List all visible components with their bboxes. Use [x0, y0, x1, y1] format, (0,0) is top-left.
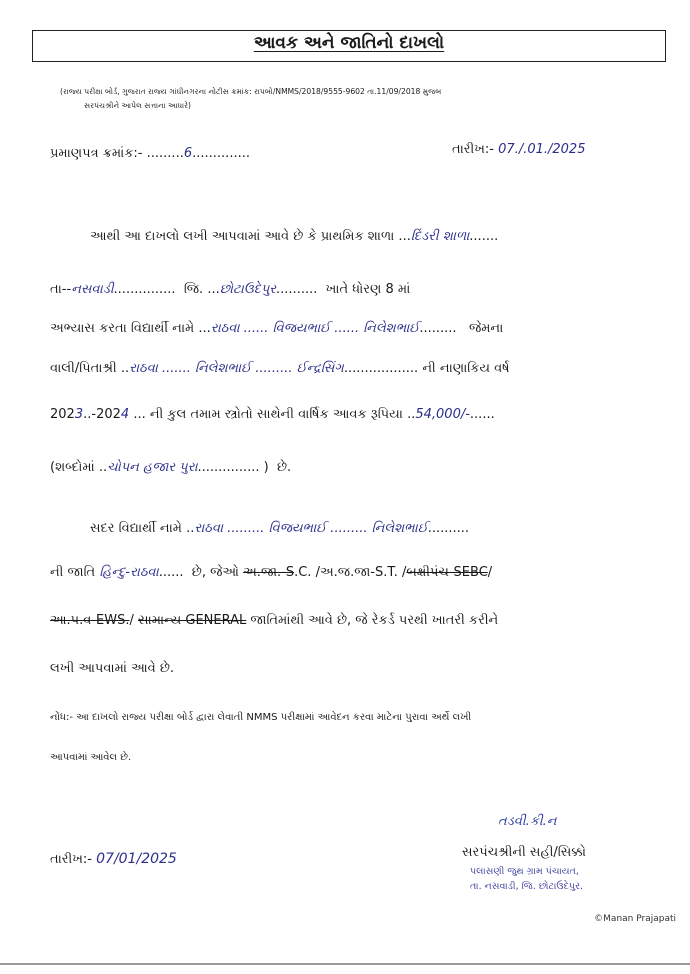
taluka-value: નસવાડી — [71, 282, 114, 297]
caste-line — [50, 565, 492, 580]
dots: ............... ) — [197, 460, 269, 475]
copyright-text: ©Manan Prajapati — [594, 914, 676, 924]
standard-text: ખાતે ધોરણ 8 માં — [325, 282, 411, 297]
panchayat-stamp — [470, 864, 583, 894]
stamp-line-1: પલાસણી જુથ ગ્રામ પંચાયત, — [470, 866, 579, 877]
year-to-digit: 4 — [120, 407, 130, 422]
dots: ......... — [146, 146, 184, 161]
taluka-line — [50, 282, 410, 297]
guardian-prefix: વાલી/પિતાશ્રી .. — [50, 361, 130, 376]
document-title: આવક અને જાતિનો દાખલો — [253, 33, 445, 53]
signature — [498, 810, 556, 829]
words-end: છે. — [276, 460, 292, 475]
certificate-number-value: 6 — [183, 146, 193, 161]
words-label: (શબ્દોમાં .. — [50, 460, 108, 475]
guardian-line — [50, 361, 510, 376]
dots: .............. — [192, 146, 250, 161]
dots: .......... — [276, 282, 318, 297]
category-separator: / — [129, 613, 134, 628]
year-from-prefix: 202 — [50, 407, 75, 422]
year-from-digit: 3 — [74, 407, 84, 422]
school-line — [90, 229, 498, 244]
dots: ............... — [113, 282, 176, 297]
dots: .......... — [427, 521, 470, 536]
category-sc-struck: અ.જા.-S — [243, 565, 295, 580]
p2-prefix: સદર વિદ્યાર્થી નામે .. — [90, 521, 195, 536]
caste-value: હિન્દુ-રાઠવા — [99, 565, 159, 580]
certificate-date-row — [452, 142, 585, 157]
dots: ...... — [158, 565, 184, 580]
title-box — [32, 30, 666, 62]
date-label: તારીખ:- — [452, 142, 494, 157]
district-value: છોટાઉદેપુર — [219, 282, 277, 297]
income-value: 54,000/- — [415, 407, 470, 422]
category-sebc-struck: બક્ષીપંચ-SEBC — [406, 565, 488, 580]
income-words: ચોપન હજાર પુરા — [107, 460, 198, 475]
jemna-text: જેમના — [468, 321, 504, 336]
p2-student-name: રાઠવા ......... વિજયભાઈ ......... નિલેશભાઈ — [194, 521, 428, 536]
footer-date-label: તારીખ:- — [50, 852, 92, 867]
dots: .................. — [343, 361, 419, 376]
student-prefix: અભ્યાસ કરતા વિદ્યાર્થી નામે ... — [50, 321, 211, 336]
note-line-2: આપવામાં આવેલ છે. — [50, 752, 132, 763]
category-sebc-end: / — [487, 565, 493, 580]
category-line — [50, 613, 498, 628]
income-words-line — [50, 460, 291, 475]
category-tail: જાતિમાંથી આવે છે, જે રેકર્ડ પરથી ખાતરી કરીને — [250, 613, 499, 628]
category-ews-struck: આ.પ.વ-EWS. — [50, 613, 130, 628]
sign-label: સરપંચશ્રીની સહી/સિક્કો — [462, 845, 586, 860]
date-value: 07./.01./2025 — [498, 142, 586, 157]
school-line-prefix: આથી આ દાખલો લખી આપવામાં આવે છે કે પ્રાથમિક શાળા ... — [90, 229, 411, 244]
reference-line-1: (રાજ્ય પરીક્ષા બોર્ડ, ગુજરાત રાજ્ય ગાંધીનગરના નોટીસ ક્રમાંક: રાપબો/NMMS/2018/9555-9602 તા.11/09/2018 મુજબ — [60, 87, 442, 96]
footer-date-row — [50, 851, 177, 867]
year-to-prefix: ..-202 — [83, 407, 121, 422]
student-line — [50, 321, 503, 336]
signature-text: તડવી.કી.ન — [498, 814, 557, 829]
category-sc-rest: .C. / — [294, 565, 320, 580]
note-line-1: નોંધ:- આ દાખલો રાજ્ય પરીક્ષા બોર્ડ દ્વારા લેવાતી NMMS પરીક્ષામાં આવેદન કરવા માટેના પુરાવા અર્થે લખી — [50, 712, 472, 723]
income-line — [50, 407, 495, 422]
p2-name-line — [90, 521, 469, 536]
category-st: અ.જ.જા-S.T. / — [319, 565, 407, 580]
student-name: રાઠવા ...... વિજયભાઈ ...... નિલેશભાઈ — [210, 321, 420, 336]
taluka-label: તા-- — [50, 282, 72, 297]
category-general-struck: સામાન્ય GENERAL — [138, 613, 247, 628]
bottom-divider — [0, 963, 690, 965]
caste-prefix: ની જાતિ — [50, 565, 96, 580]
school-name: દિંડરી શાળા — [410, 229, 470, 244]
footer-date-value: 07/01/2025 — [96, 851, 177, 867]
reference-line-2: સરપંચશ્રીને આપેલ સત્તાના આધારે) — [84, 101, 191, 110]
income-text: ... ની કુલ તમામ સ્ત્રોતો સાથેની વાર્ષિક આવક રૂપિયા .. — [133, 407, 416, 422]
caste-mid: છે, જેઓ — [191, 565, 239, 580]
district-label: જિ. ... — [183, 282, 220, 297]
stamp-line-2: તા. નસવાડી, જિ. છોટાઉદેપુર. — [470, 881, 583, 892]
guardian-name: રાઠવા ....... નિલેશભાઈ ......... ઈન્દ્રસિંગ — [129, 361, 344, 376]
dots: ....... — [469, 229, 499, 244]
certificate-number-label: પ્રમાણપત્ર ક્રમાંક:- — [50, 146, 143, 161]
annual-text: ની નાણાકિય વર્ષ — [422, 361, 510, 376]
closing-line: લખી આપવામાં આવે છે. — [50, 661, 175, 676]
dots: ...... — [469, 407, 495, 422]
dots: ......... — [419, 321, 457, 336]
certificate-number-row — [50, 146, 250, 161]
